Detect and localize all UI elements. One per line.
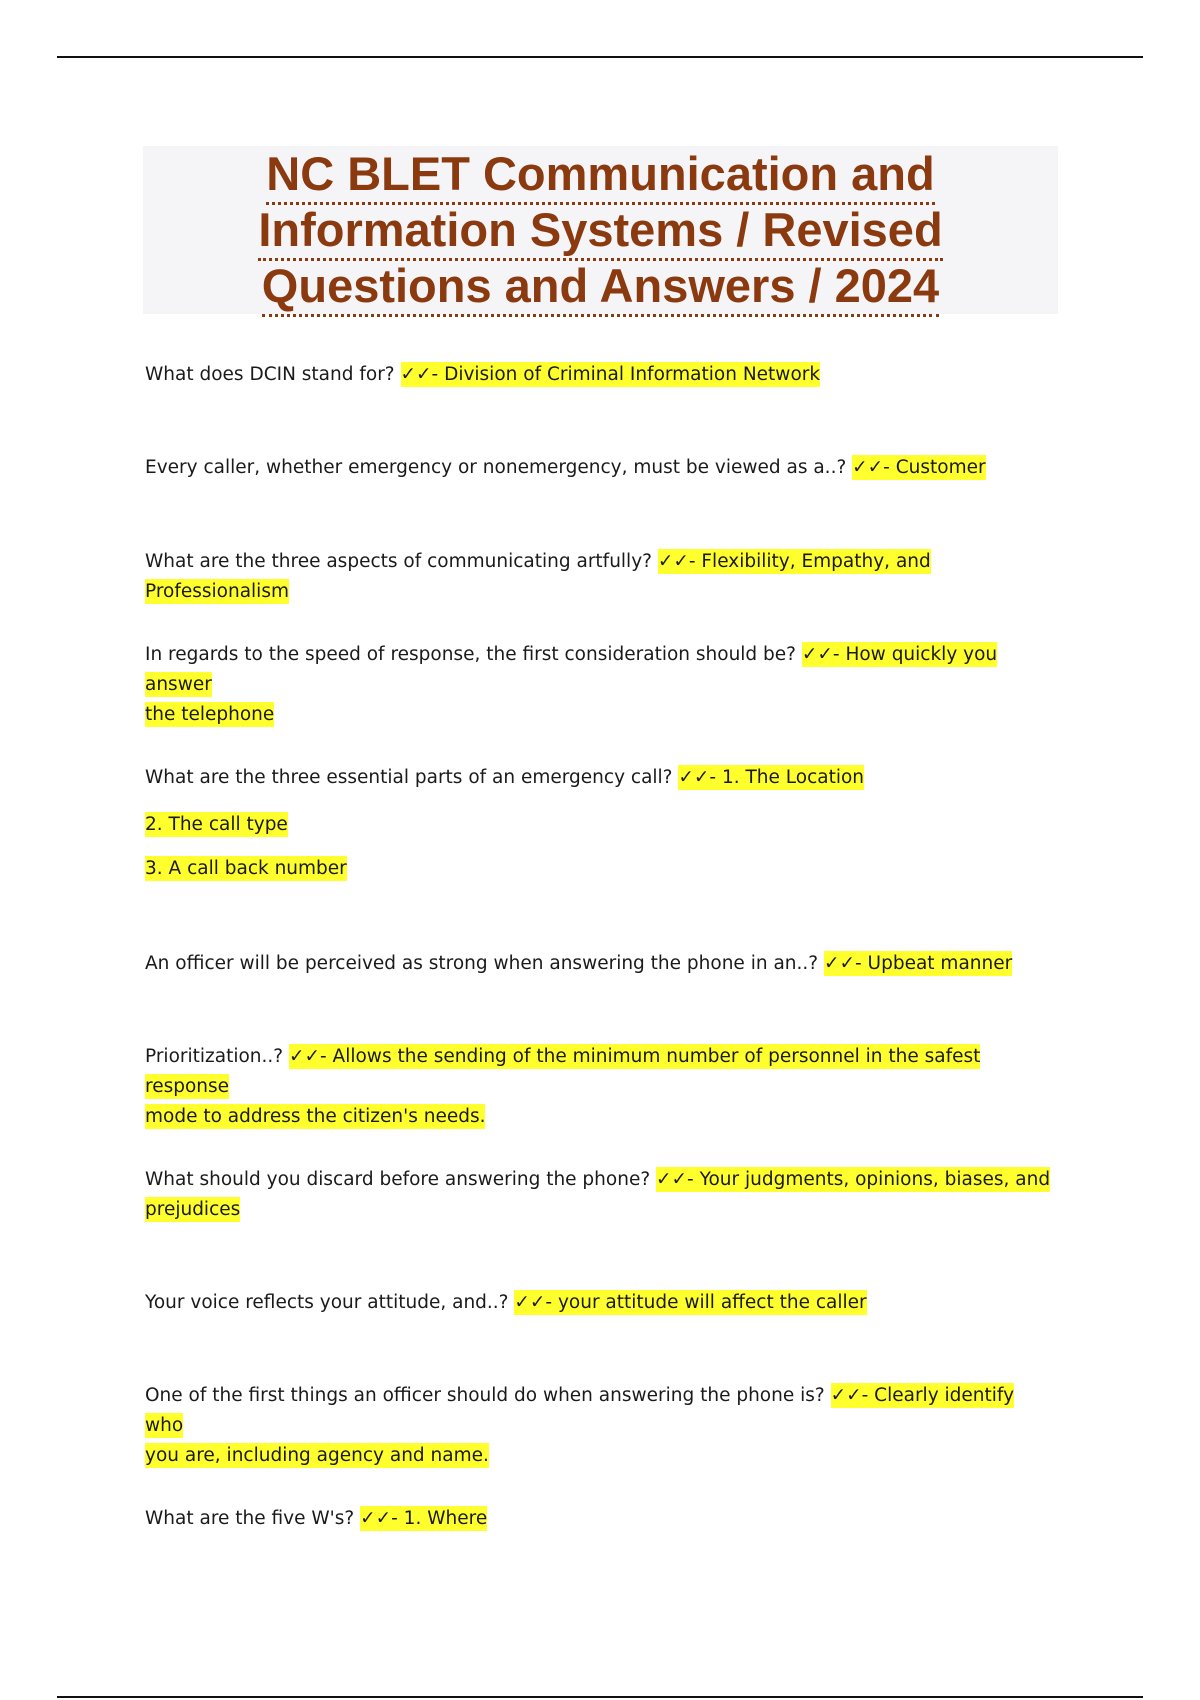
title-line-2: Information Systems / Revised bbox=[258, 202, 942, 261]
answer-list-item-2: 2. The call type bbox=[145, 814, 288, 835]
answer-text: ✓✓- Flexibility, Empathy, and Professionalism bbox=[145, 551, 931, 602]
qa-item bbox=[145, 547, 1055, 607]
answer-text-continued: the telephone bbox=[145, 704, 275, 725]
question-text: Prioritization..? bbox=[145, 1046, 284, 1067]
answer-text: ✓✓- Allows the sending of the minimum number of personnel in the safest response bbox=[145, 1046, 981, 1097]
document-title bbox=[143, 146, 1058, 314]
answer-text: ✓✓- How quickly you answer bbox=[145, 644, 998, 695]
qa-item bbox=[145, 763, 1055, 793]
qa-item bbox=[145, 453, 1055, 483]
answer-text: ✓✓- Your judgments, opinions, biases, and bbox=[656, 1169, 1051, 1190]
qa-item bbox=[145, 1042, 1055, 1132]
question-text: Your voice reflects your attitude, and..? bbox=[145, 1292, 509, 1313]
question-text: What should you discard before answering the phone? bbox=[145, 1169, 651, 1190]
qa-item bbox=[145, 1165, 1055, 1225]
qa-item bbox=[145, 360, 1055, 390]
answer-text-continued: you are, including agency and name. bbox=[145, 1445, 489, 1466]
question-text: What are the five W's? bbox=[145, 1508, 355, 1529]
qa-item bbox=[145, 1288, 1055, 1318]
answer-text: ✓✓- your attitude will affect the caller bbox=[514, 1292, 867, 1313]
header-rule bbox=[57, 56, 1143, 58]
answer-text-continued: mode to address the citizen's needs. bbox=[145, 1106, 486, 1127]
question-text: What are the three aspects of communicating artfully? bbox=[145, 551, 652, 572]
footer-rule bbox=[57, 1696, 1143, 1698]
answer-list-item-3: 3. A call back number bbox=[145, 858, 347, 879]
qa-item bbox=[145, 1504, 1055, 1534]
qa-list-item bbox=[145, 810, 1055, 840]
answer-text-continued: prejudices bbox=[145, 1199, 241, 1220]
answer-text: ✓✓- Customer bbox=[852, 457, 986, 478]
answer-text: ✓✓- Upbeat manner bbox=[823, 953, 1013, 974]
title-line-1: NC BLET Communication and bbox=[266, 146, 934, 205]
qa-list-item bbox=[145, 854, 1055, 884]
answer-text: ✓✓- Clearly identify who bbox=[145, 1385, 1015, 1436]
question-text: Every caller, whether emergency or nonemergency, must be viewed as a..? bbox=[145, 457, 847, 478]
question-text: An officer will be perceived as strong when answering the phone in an..? bbox=[145, 953, 819, 974]
answer-text: ✓✓- 1. Where bbox=[360, 1508, 488, 1529]
question-text: What does DCIN stand for? bbox=[145, 364, 395, 385]
qa-item bbox=[145, 1381, 1055, 1471]
question-text: In regards to the speed of response, the first consideration should be? bbox=[145, 644, 796, 665]
qa-item bbox=[145, 640, 1055, 730]
qa-item bbox=[145, 949, 1055, 979]
answer-text: ✓✓- Division of Criminal Information Network bbox=[400, 364, 821, 385]
answer-text: ✓✓- 1. The Location bbox=[678, 767, 865, 788]
question-text: One of the first things an officer should do when answering the phone is? bbox=[145, 1385, 825, 1406]
question-text: What are the three essential parts of an emergency call? bbox=[145, 767, 673, 788]
title-line-3: Questions and Answers / 2024 bbox=[262, 258, 939, 317]
